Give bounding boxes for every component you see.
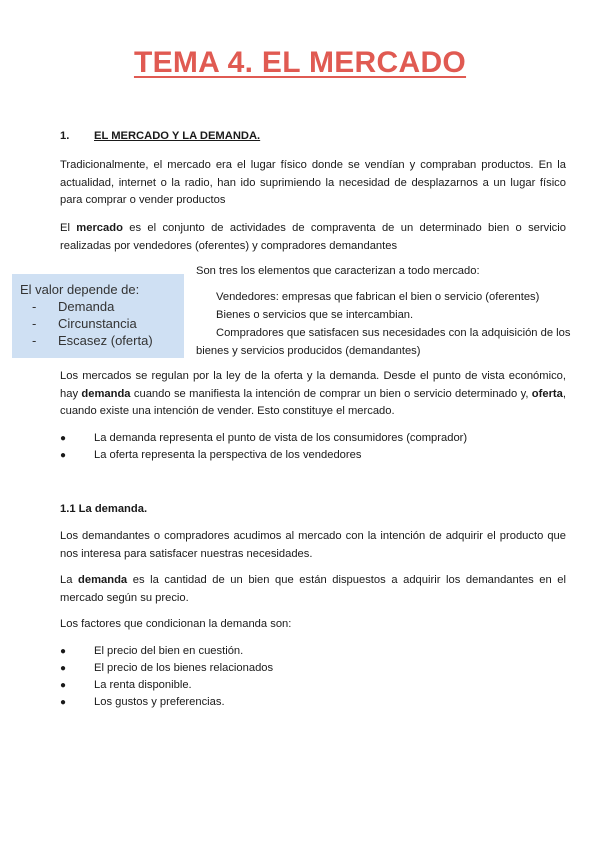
paragraph-demanders: Los demandantes o compradores acudimos al mercado con la intención de adquirir el producto que nos interesa para satisfacer nuestras necesidades. — [60, 530, 566, 560]
bullet-icon: ● — [60, 663, 67, 674]
bold-term: oferta — [531, 387, 563, 400]
paragraph-supply-demand — [60, 368, 566, 421]
bullet-icon: ● — [60, 433, 67, 444]
bold-term: demanda — [78, 574, 128, 586]
element-item: Compradores que satisfacen sus necesidades con la adquisición de los — [216, 327, 571, 339]
text: El — [60, 222, 77, 234]
paragraph-market-definition — [60, 220, 566, 255]
bullet-icon: ● — [60, 450, 67, 461]
list-item — [60, 430, 467, 447]
list-item — [60, 660, 273, 677]
dash: - — [32, 333, 37, 348]
list-item-text: El precio del bien en cuestión. — [94, 645, 244, 657]
page-title: TEMA 4. EL MERCADO — [133, 46, 467, 79]
callout-item-label: Circunstancia — [58, 316, 137, 331]
text: es el conjunto de actividades de compraventa de un determinado bien o servicio realizadas por vendedores (oferentes) y compradores demandantes — [60, 222, 566, 252]
list-item — [60, 643, 243, 660]
callout-box — [12, 274, 184, 358]
paragraph-market-intro: Tradicionalmente, el mercado era el lugar físico donde se vendían y compraban productos. En la actualidad, internet o la radio, han ido suprimiendo la necesidad de desplazarnos a un lugar físico para comprar o vender productos — [60, 159, 566, 206]
callout-title: El valor depende de: — [20, 282, 140, 297]
text: es la cantidad de un bien que están dispuestos a adquirir los demandantes en el mercado según su precio. — [60, 574, 566, 604]
callout-item — [32, 333, 153, 348]
text: , cuando existe una intención de vender. Esto constituye el mercado. — [60, 387, 566, 417]
list-item-text: La renta disponible. — [94, 679, 192, 691]
text: Los mercados se regulan por la ley de la oferta y la demanda. Desde el punto de vista económico, hay — [60, 370, 566, 400]
dash: - — [32, 316, 37, 331]
dash: - — [32, 299, 37, 314]
callout-item — [32, 316, 137, 331]
list-item-text: La demanda representa el punto de vista de los consumidores (comprador) — [94, 432, 468, 444]
list-item-text: Los gustos y preferencias. — [94, 696, 225, 708]
list-item-text: La oferta representa la perspectiva de los vendedores — [94, 449, 362, 461]
list-item — [60, 447, 361, 464]
bold-term: mercado — [76, 222, 123, 234]
callout-item-label: Demanda — [58, 299, 115, 314]
text: cuando se manifiesta la intención de comprar un bien o servicio determinado y, — [130, 387, 532, 400]
list-item-text: El precio de los bienes relacionados — [94, 662, 274, 674]
bold-term: demanda — [81, 387, 131, 400]
list-item — [60, 694, 225, 711]
text: La — [60, 574, 79, 586]
callout-item-label: Escasez (oferta) — [58, 333, 153, 348]
section-heading: EL MERCADO Y LA DEMANDA. — [94, 130, 261, 142]
paragraph-demand-definition — [60, 572, 566, 607]
factors-intro: Los factores que condicionan la demanda son: — [60, 618, 292, 630]
section-number: 1. — [60, 130, 70, 142]
bullet-icon: ● — [60, 646, 67, 657]
bullet-icon: ● — [60, 697, 67, 708]
element-item-continuation: bienes y servicios producidos (demandantes) — [196, 345, 421, 357]
list-item — [60, 677, 192, 694]
callout-item — [32, 299, 114, 314]
element-item: Bienes o servicios que se intercambian. — [216, 309, 414, 321]
bullet-icon: ● — [60, 680, 67, 691]
subsection-heading: 1.1 La demanda. — [60, 503, 148, 515]
elements-intro: Son tres los elementos que caracterizan a todo mercado: — [196, 265, 480, 277]
element-item: Vendedores: empresas que fabrican el bien o servicio (oferentes) — [216, 291, 540, 303]
